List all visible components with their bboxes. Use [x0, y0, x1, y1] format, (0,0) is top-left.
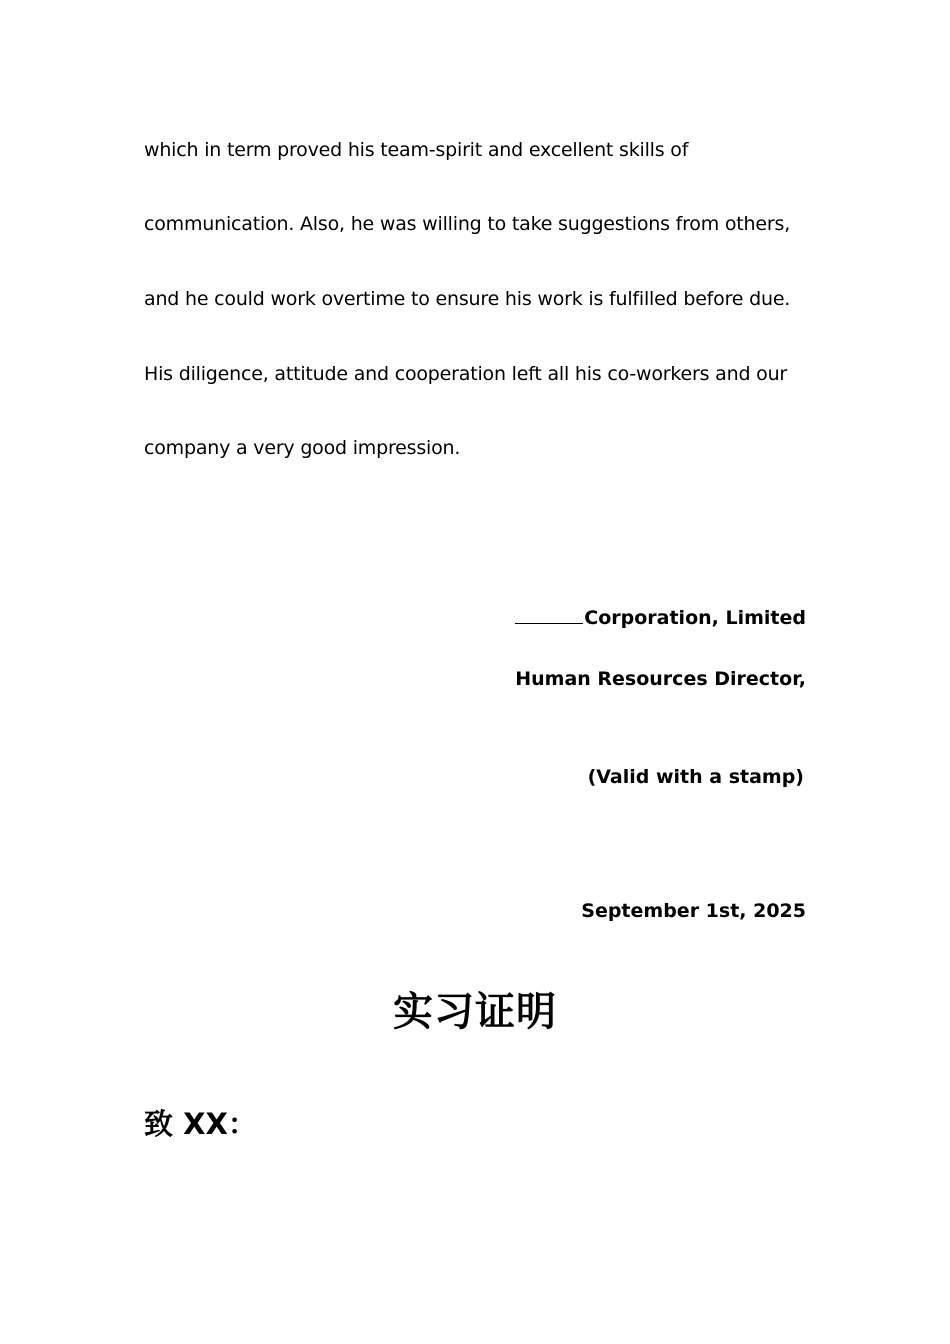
- paragraph-line-1: which in term proved his team-spirit and excellent skills of: [144, 139, 689, 161]
- paragraph-line-4: His diligence, attitude and cooperation left all his co-workers and our: [144, 363, 788, 385]
- signature-role: Human Resources Director,: [515, 668, 806, 690]
- signature-date: September 1st, 2025: [581, 900, 806, 922]
- paragraph-line-2: communication. Also, he was willing to take suggestions from others,: [144, 213, 791, 235]
- company-name-blank: [515, 605, 583, 624]
- certificate-title: 实习证明: [393, 989, 557, 1035]
- signature-company: [515, 605, 806, 630]
- company-suffix: Corporation, Limited: [584, 607, 806, 629]
- stamp-note: (Valid with a stamp): [587, 766, 804, 788]
- certificate-salutation: 致 XX：: [144, 1107, 257, 1141]
- paragraph-line-5: company a very good impression.: [144, 437, 461, 459]
- paragraph-line-3: and he could work overtime to ensure his work is fulfilled before due.: [144, 288, 791, 310]
